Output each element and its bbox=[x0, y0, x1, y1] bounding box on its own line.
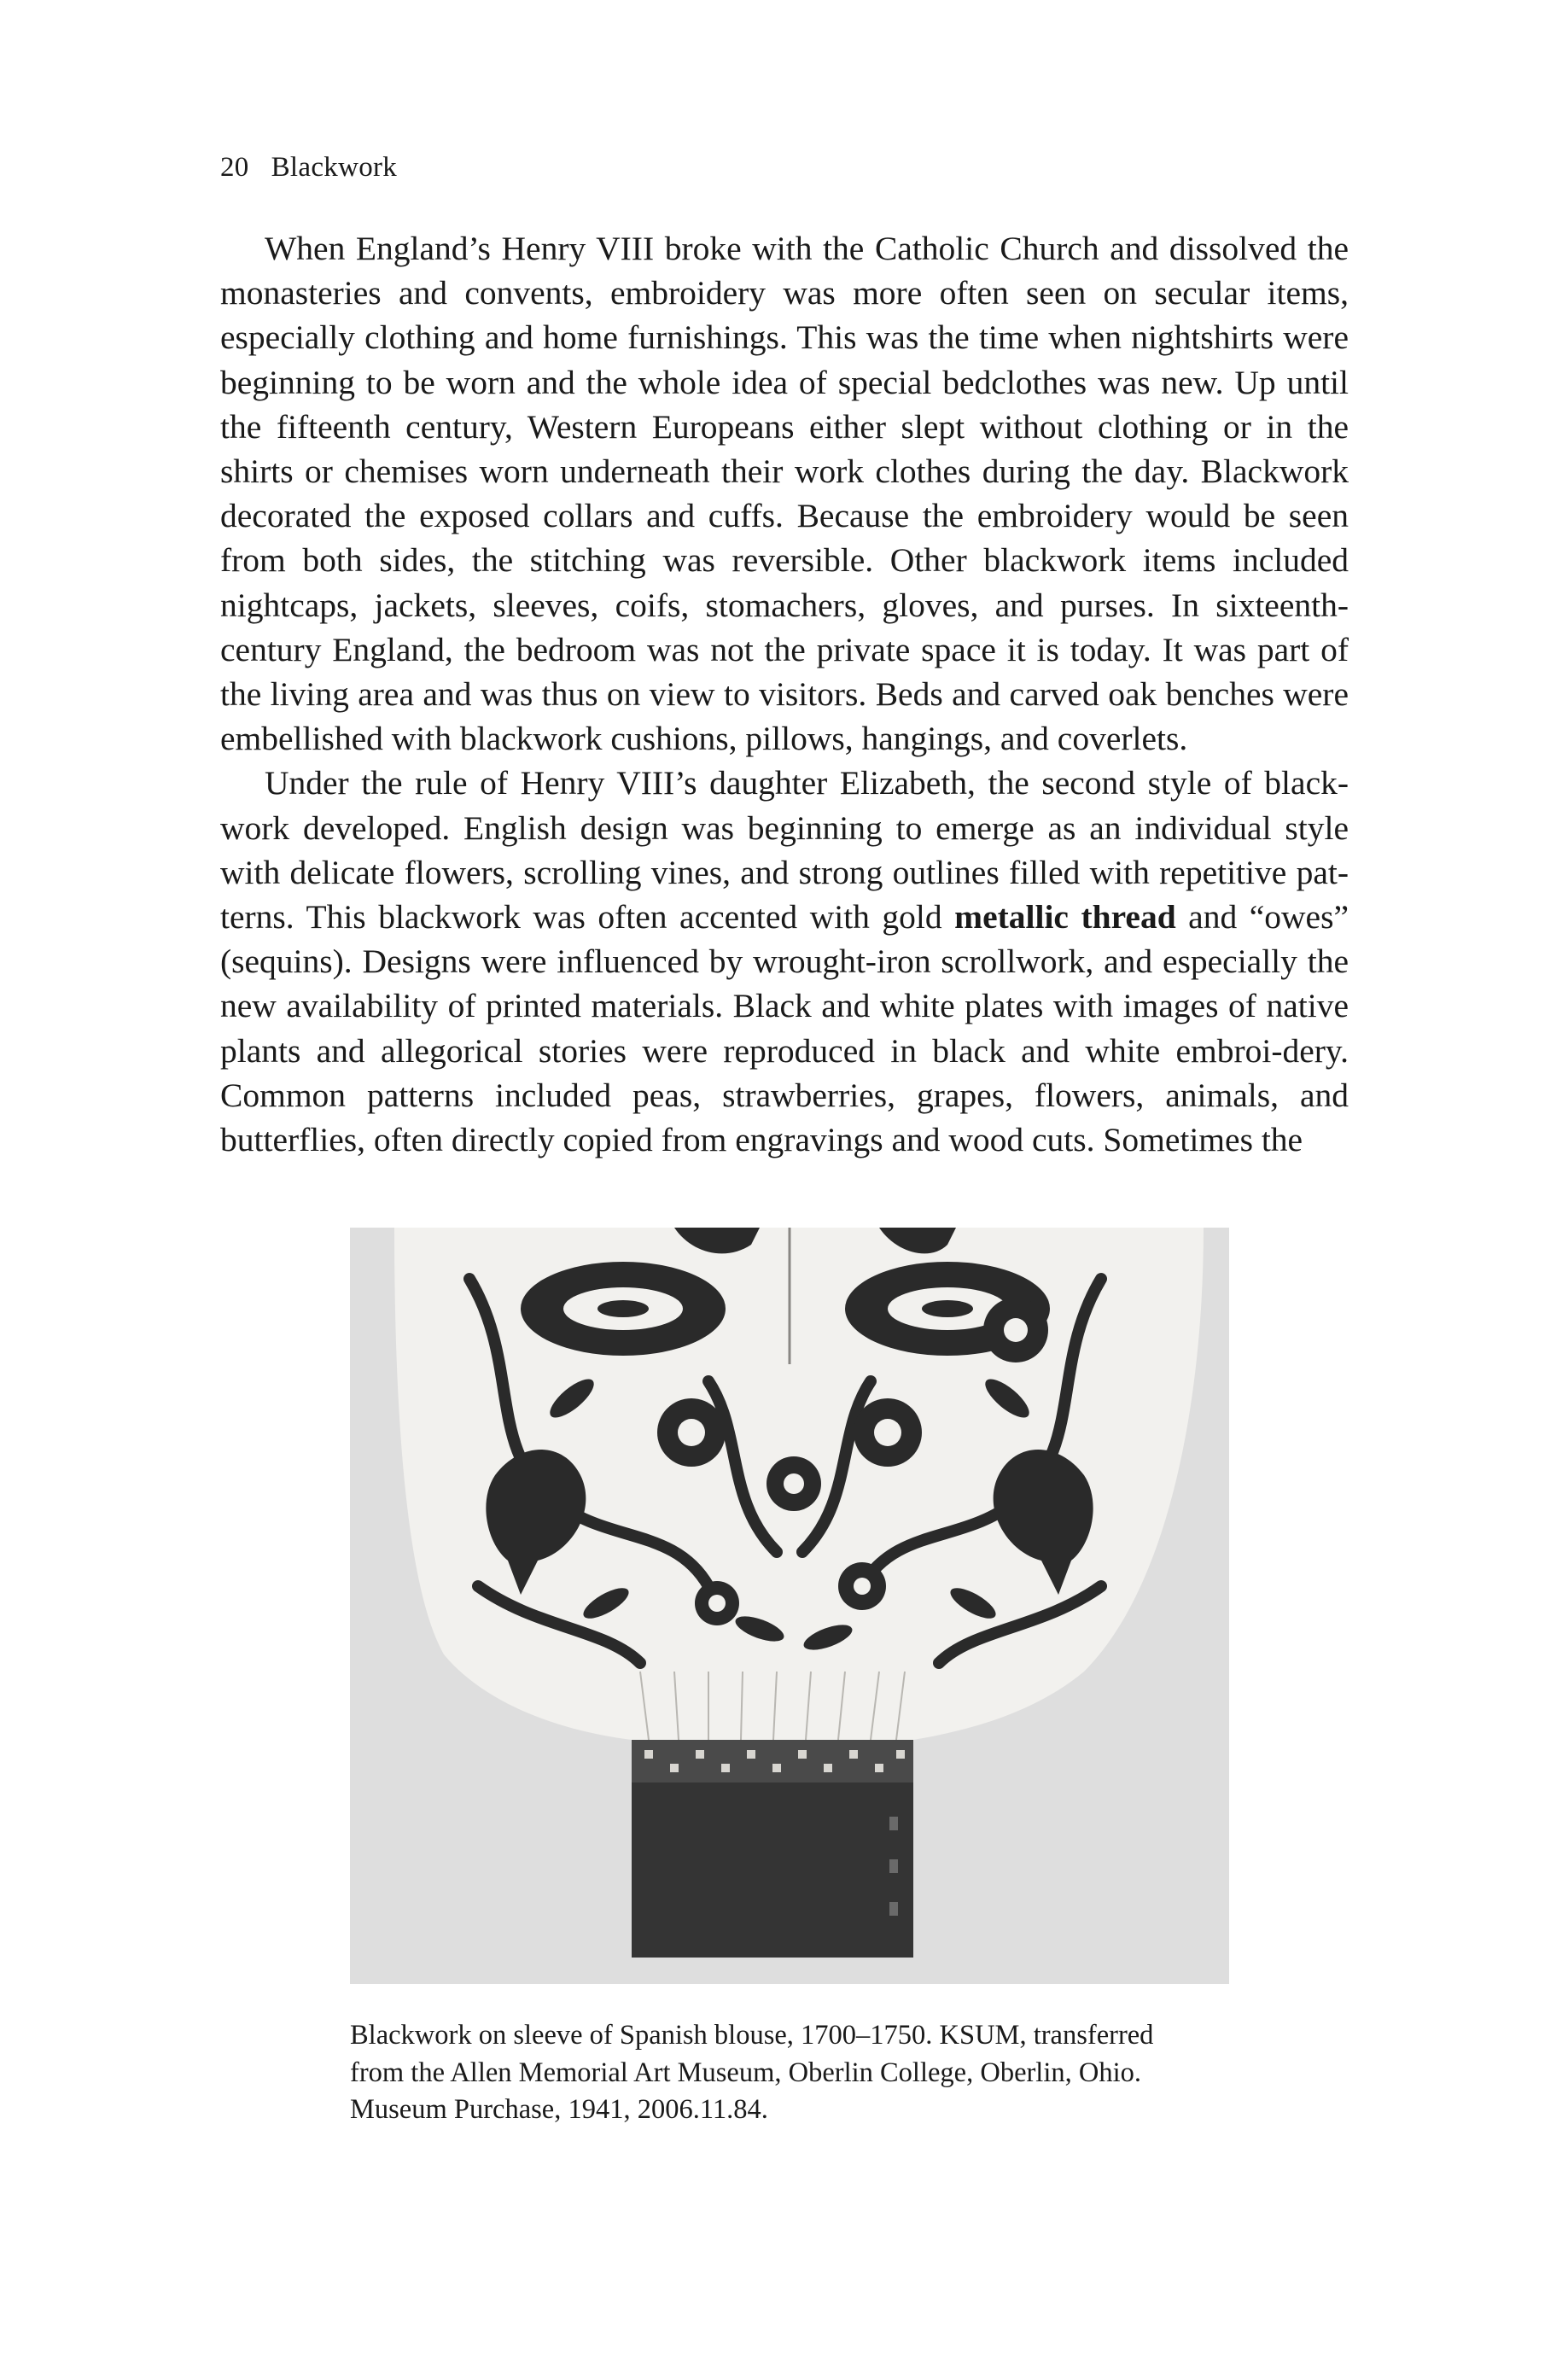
glossary-term: metallic thread bbox=[954, 898, 1176, 937]
paragraph-2-text-a: Under the rule of Henry VIII’s daughter Elizabeth, the second style of black-work developed. English design was beginning to emerge as an individual style with delicate flowers, scrolling vines, and strong outlines filled with repetitive pat-terns. This blackwork was often accented with gold bbox=[220, 764, 1349, 937]
caption-line-2: from the Allen Memorial Art Museum, Oberlin College, Oberlin, Ohio. bbox=[350, 2057, 1141, 2088]
caption-line-1: Blackwork on sleeve of Spanish blouse, 1700–1750. KSUM, transferred bbox=[350, 2020, 1154, 2051]
page-number: 20 bbox=[220, 152, 249, 183]
paragraph-2 bbox=[220, 761, 1349, 1162]
sleeve-photograph bbox=[350, 1228, 1229, 1984]
embroidered-sleeve-image bbox=[350, 1228, 1229, 1984]
running-head bbox=[220, 152, 397, 184]
paragraph-2-text-b: and “owes” (sequins). Designs were influenced by wrought-iron scrollwork, and especially the new availability of printed materials. Black and white plates with images of native plants and allegorical stories were reproduced in black and white embroi-dery. Common patterns included peas, strawberries, grapes, flowers, animals, and butterflies, often directly copied from engravings and wood cuts. Sometimes the bbox=[220, 898, 1349, 1159]
paragraph-1: When England’s Henry VIII broke with the Catholic Church and dissolved the monasteries and convents, embroidery was more often seen on secular items, especially clothing and home furnishings. This was the time when nightshirts were beginning to be worn and the whole idea of special bedclothes was new. Up until the fifteenth century, Western Europeans either slept without clothing or in the shirts or chemises worn underneath their work clothes during the day. Blackwork decorated the exposed collars and cuffs. Because the embroidery would be seen from both sides, the stitching was reversible. Other blackwork items included nightcaps, jackets, sleeves, coifs, stomachers, gloves, and purses. In sixteenth-century England, the bedroom was not the private space it is today. It was part of the living area and was thus on view to visitors. Beds and carved oak benches were embellished with blackwork cushions, pillows, hangings, and coverlets. bbox=[220, 230, 1349, 758]
figure-caption bbox=[350, 2017, 1246, 2129]
body-text bbox=[220, 226, 1349, 1162]
caption-line-3: Museum Purchase, 1941, 2006.11.84. bbox=[350, 2094, 768, 2125]
section-title: Blackwork bbox=[271, 152, 398, 183]
